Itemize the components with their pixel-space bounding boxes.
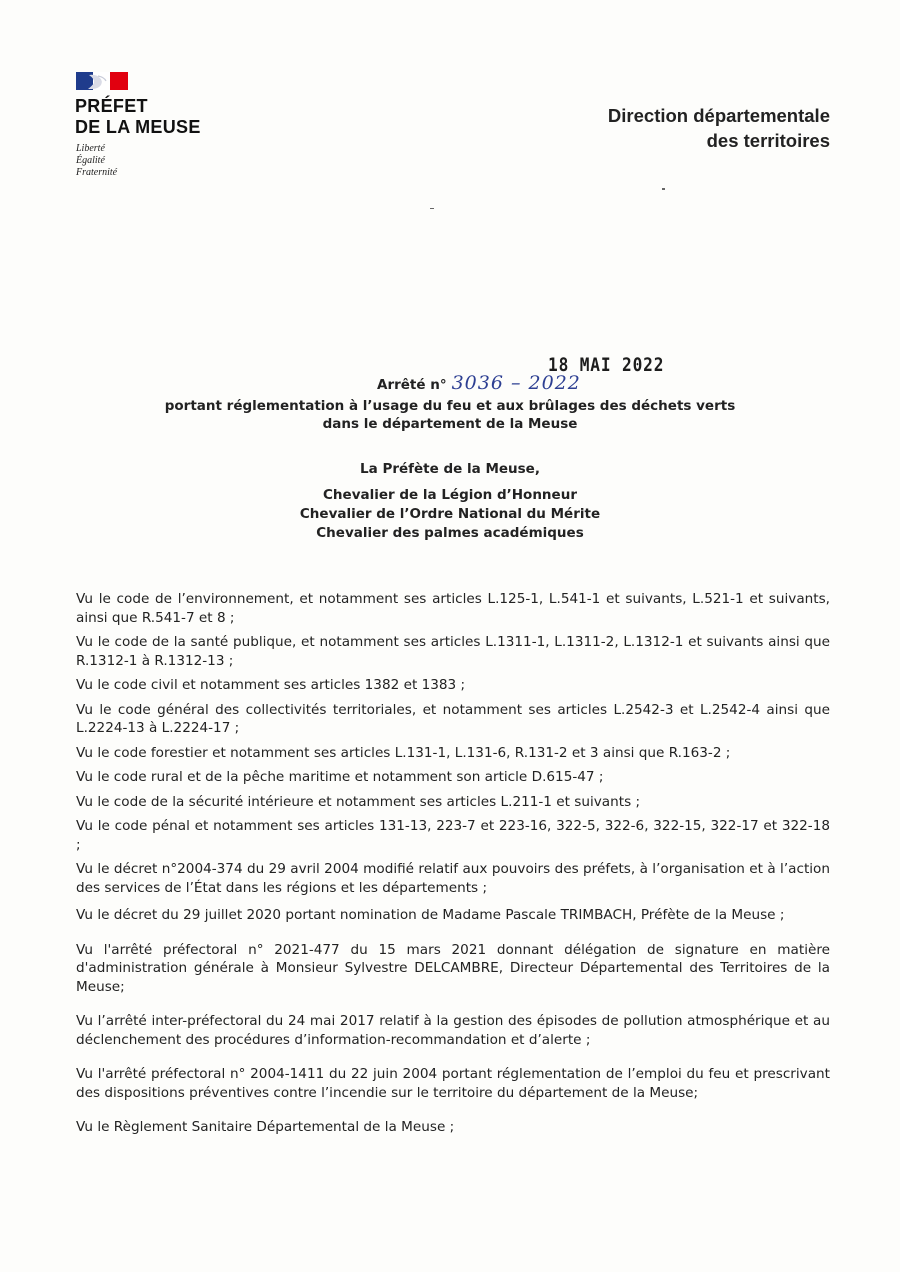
logo-line: DE LA MEUSE: [75, 117, 201, 137]
authority-name: La Préfète de la Meuse,: [360, 461, 540, 477]
arrete-title: [377, 372, 581, 394]
visa-paragraph: Vu l’arrêté inter-préfectoral du 24 mai 2017 relatif à la gestion des épisodes de pollution atmosphérique et au déclenchement des procédures d’information-recommandation et d’alerte ;: [76, 1013, 830, 1048]
marianne-logo-icon: [76, 72, 128, 90]
visa-paragraph: Vu l'arrêté préfectoral n° 2021-477 du 15 mars 2021 donnant délégation de signature en matière d'administration générale à Monsieur Sylvestre DELCAMBRE, Directeur Départemental des Territoires de la Meuse;: [76, 941, 830, 995]
subject-line: dans le département de la Meuse: [322, 416, 578, 432]
visas-group-1: [76, 590, 830, 903]
motto-line: Fraternité: [76, 167, 118, 178]
visa-paragraph: Vu le décret du 29 juillet 2020 portant nomination de Madame Pascale TRIMBACH, Préfète de la Meuse ;: [76, 907, 785, 923]
service-name: [608, 103, 830, 153]
visa-paragraph: Vu le Règlement Sanitaire Départemental de la Meuse ;: [76, 1119, 455, 1135]
service-line: Direction départementale: [607, 105, 830, 126]
visa-paragraph: Vu le code de la santé publique, et notamment ses articles L.1311-1, L.1311-2, L.1312-1 et suivants ainsi que R.1312-1 à R.1312-13 ;: [76, 634, 830, 669]
republic-motto: [76, 143, 117, 179]
scan-speck: [662, 188, 665, 190]
visa-paragraph: Vu le code général des collectivités territoriales, et notamment ses articles L.2542-3 et L.2542-4 ainsi que L.2224-13 à L.2224-17 ;: [76, 701, 830, 736]
visa-paragraph: Vu le décret n°2004-374 du 29 avril 2004 modifié relatif aux pouvoirs des préfets, à l’organisation et à l’action des services de l’État dans les régions et les départements ;: [76, 861, 830, 896]
scan-speck: [430, 208, 434, 209]
authority-titles: [100, 486, 800, 543]
visa-paragraph: Vu le code forestier et notamment ses articles L.131-1, L.131-6, R.131-2 et 3 ainsi que R.163-2 ;: [76, 744, 731, 761]
subject-line: portant réglementation à l’usage du feu et aux brûlages des déchets verts: [164, 398, 736, 414]
service-line: des territoires: [706, 130, 830, 151]
visa-paragraph: Vu le code civil et notamment ses articles 1382 et 1383 ;: [76, 677, 466, 693]
date-stamp: 18 MAI 2022: [548, 354, 665, 376]
authority-title-line: Chevalier des palmes académiques: [316, 525, 584, 541]
arrete-subject: [100, 397, 800, 433]
authority-title-line: Chevalier de la Légion d’Honneur: [323, 487, 577, 503]
authority-title-line: Chevalier de l’Ordre National du Mérite: [299, 506, 601, 522]
visa-paragraph: Vu le code de la sécurité intérieure et notamment ses articles L.211-1 et suivants ;: [76, 793, 641, 810]
arrete-label: Arrêté n°: [377, 377, 447, 393]
motto-line: Égalité: [76, 155, 105, 166]
prefet-logo-title: [75, 96, 201, 138]
motto-line: Liberté: [76, 143, 105, 154]
visa-paragraph: Vu le code pénal et notamment ses articles 131-13, 223-7 et 223-16, 322-5, 322-6, 322-15, 322-17 et 322-18 ;: [76, 818, 830, 853]
logo-line: PRÉFET: [75, 96, 148, 116]
visa-paragraph: Vu le code de l’environnement, et notamment ses articles L.125-1, L.541-1 et suivants, L.521-1 et suivants, ainsi que R.541-7 et 8 ;: [76, 591, 830, 626]
visa-paragraph: Vu le code rural et de la pêche maritime et notamment son article D.615-47 ;: [76, 769, 604, 785]
visa-paragraph: Vu l'arrêté préfectoral n° 2004-1411 du 22 juin 2004 portant réglementation de l’emploi du feu et prescrivant des dispositions préventives contre l’incendie sur le territoire du département de la Meuse;: [76, 1066, 830, 1101]
visas-group-2: [76, 906, 830, 1153]
arrete-number-handwritten: 3036 – 2022: [451, 372, 581, 394]
